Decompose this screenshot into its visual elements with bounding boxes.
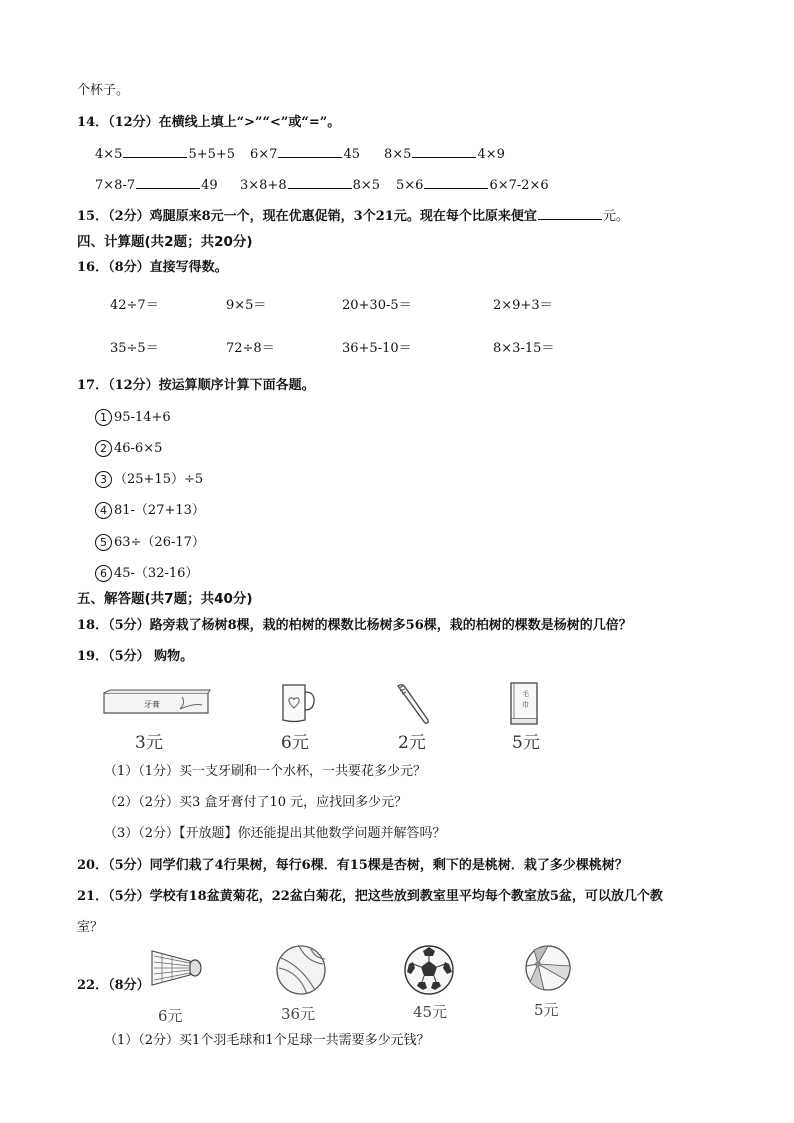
q14-item: 7×8-7 49: [95, 178, 218, 193]
answer-blank[interactable]: [123, 145, 187, 158]
q14-item: 6×7 45: [250, 147, 360, 162]
q16-item: 20+30-5＝: [342, 298, 412, 313]
towel-icon: [508, 680, 544, 728]
q14-item: 4×5 5+5+5: [95, 147, 236, 162]
continuation-text: 个杯子。: [77, 83, 130, 98]
toothpaste-label: 牙膏: [144, 700, 160, 709]
q18-text: 18．（5分）路旁栽了杨树8棵，栽的柏树的棵数比杨树多56棵，栽的柏树的棵数是杨树的几倍？: [77, 618, 632, 633]
q16-item: 35÷5＝: [110, 341, 159, 356]
price-towel: 5元: [512, 733, 540, 753]
mug-icon: [279, 682, 317, 724]
q16-item: 8×3-15＝: [493, 341, 555, 356]
section-heading: 五、解答题(共7题；共40分): [77, 591, 253, 607]
q19-header: 19．（5分） 购物。: [77, 649, 194, 664]
q16-item: 72÷8＝: [226, 341, 275, 356]
price-shuttlecock: 6元: [158, 1007, 183, 1025]
price-beach-ball: 5元: [534, 1001, 559, 1019]
q17-item: 2 46-6×5: [95, 440, 162, 458]
answer-blank[interactable]: [136, 176, 200, 189]
q16-item: 9×5＝: [226, 298, 267, 313]
q17-item: 1 95-14+6: [95, 409, 171, 427]
q17-item: 4 81-（27+13）: [95, 502, 205, 520]
towel-label-1: 毛: [522, 690, 529, 698]
price-toothbrush: 2元: [398, 733, 426, 753]
q21-text-cont: 室？: [77, 920, 104, 935]
section-heading: 四、计算题(共2题；共20分): [77, 234, 253, 250]
q22-header: 22．（8分）: [77, 978, 150, 993]
toothbrush-icon: [394, 682, 434, 726]
q20-text: 20．（5分）同学们栽了4行果树，每行6棵．有15棵是杏树，剩下的是桃树．栽了多少棵桃树？: [77, 858, 628, 873]
beach-ball-icon: [524, 944, 572, 992]
q19-sub: （1）（1分）买一支牙刷和一个水杯，一共要花多少元？: [104, 764, 427, 779]
q15-text: 15．（2分）鸡腿原来8元一个，现在优惠促销，3个21元。现在每个比原来便宜 元。: [77, 209, 629, 224]
q14-item: 3×8+8 8×5: [240, 178, 381, 193]
q22-sub: （1）（2分）买1个羽毛球和1个足球一共需要多少元钱？: [104, 1033, 430, 1048]
q16-item: 42÷7＝: [110, 298, 159, 313]
q16-item: 2×9+3＝: [493, 298, 553, 313]
q19-sub: （2）（2分）买3 盒牙膏付了10 元，应找回多少元？: [104, 795, 408, 810]
volleyball-icon: [275, 944, 327, 996]
answer-blank[interactable]: [412, 145, 476, 158]
price-soccer-ball: 45元: [413, 1003, 448, 1021]
towel-label-2: 巾: [522, 701, 529, 709]
answer-blank[interactable]: [538, 207, 602, 220]
q17-item: 6 45-（32-16）: [95, 565, 198, 583]
q17-item: 3 （25+15）÷5: [95, 471, 203, 489]
q17-item: 5 63÷（26-17）: [95, 534, 205, 552]
answer-blank[interactable]: [278, 145, 342, 158]
q14-item: 8×5 4×9: [384, 147, 505, 162]
q14-header: 14．（12分）在横线上填上“>”“<”或“=”。: [77, 115, 341, 130]
answer-blank[interactable]: [288, 176, 352, 189]
price-volleyball: 36元: [281, 1005, 316, 1023]
q17-header: 17．（12分）按运算顺序计算下面各题。: [77, 378, 315, 393]
q16-header: 16．（8分）直接写得数。: [77, 260, 228, 275]
price-toothpaste: 3元: [135, 733, 163, 753]
toothpaste-icon: [102, 689, 212, 719]
q21-text: 21．（5分）学校有18盆黄菊花，22盆白菊花，把这些放到教室里平均每个教室放5盆，可以放几个教: [77, 889, 663, 904]
q14-item: 5×6 6×7-2×6: [396, 178, 549, 193]
q16-item: 36+5-10＝: [342, 341, 412, 356]
soccer-ball-icon: [403, 944, 455, 996]
answer-blank[interactable]: [424, 176, 488, 189]
shuttlecock-icon: [148, 948, 202, 988]
q19-sub: （3）（2分）【开放题】你还能提出其他数学问题并解答吗？: [104, 826, 446, 841]
price-mug: 6元: [281, 733, 309, 753]
